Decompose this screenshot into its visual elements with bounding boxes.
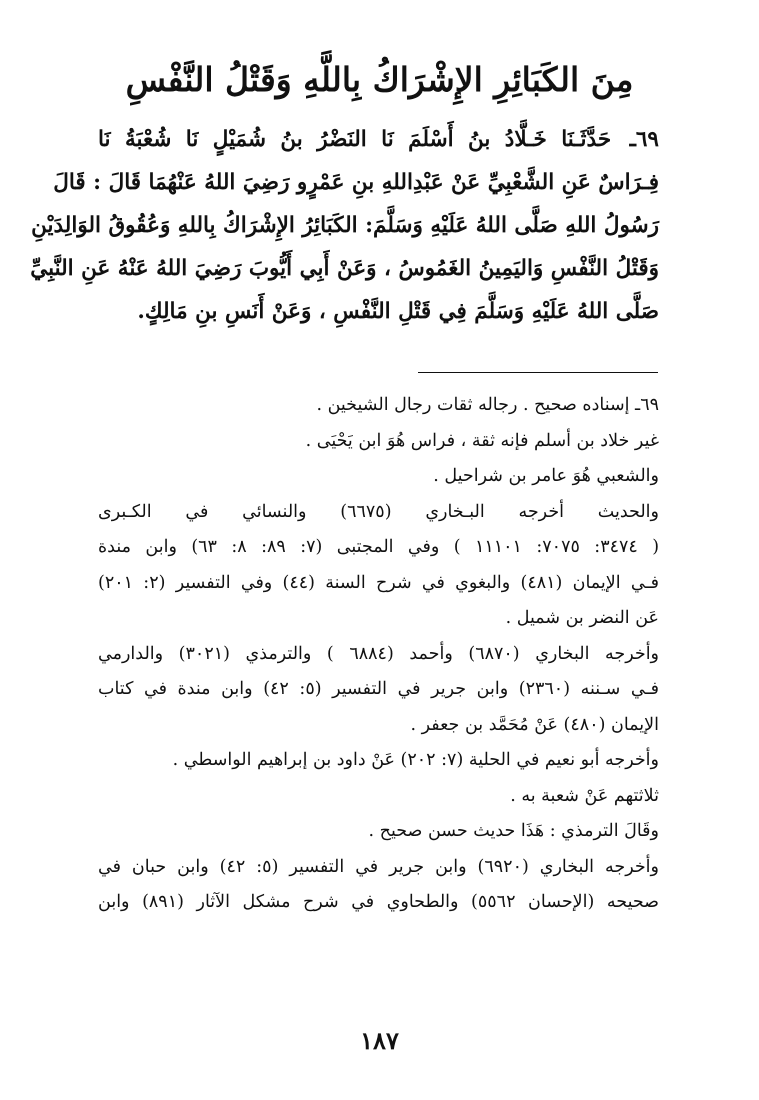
- footnote-line: فـي الإيمان (٤٨١) والبغوي في شرح السنة (٤٤) وفي التفسير (٢: ٢٠١): [98, 572, 659, 593]
- footnote-line: فـي سـننه (٢٣٦٠) وابن جرير في التفسير (٥: ٤٢) وابن مندة في كتاب: [98, 679, 659, 699]
- footnote-line: والحديث أخرجه البـخاري (٦٦٧٥) والنسائي في الكـبرى: [98, 501, 659, 522]
- footnote-line: الإيمان (٤٨٠) عَنْ مُحَمَّد بن جعفر .: [410, 714, 659, 735]
- hadith-line: صَلَّى اللهُ عَلَيْهِ وَسَلَّمَ فِي قَتْلِ النَّفْسِ ، وَعَنْ أَنَسِ بنِ مَالِكٍ.: [137, 299, 659, 324]
- hadith-text: [30, 118, 659, 333]
- footnotes: [98, 388, 659, 921]
- hadith-line-text: حَدَّثَـنَا خَـلَّادُ بنُ أَسْلَمَ نَا النَضْرُ بنُ شُمَيْلٍ نَا شُعْبَةُ نَا: [98, 127, 612, 152]
- hadith-line: رَسُولُ اللهِ صَلَّى اللهُ عَلَيْهِ وَسَلَّمَ: الكَبَائِرُ الإِشْرَاكُ بِاللهِ وَعُقُوقُ الوَالِدَيْنِ: [31, 213, 659, 238]
- page-number: ١٨٧: [360, 1026, 399, 1055]
- hadith-line: فِـرَاسٌ عَنِ الشَّعْبِيِّ عَنْ عَبْدِاللهِ بنِ عَمْرٍو رَضِيَ اللهُ عَنْهُمَا قَالَ : قَالَ: [53, 170, 659, 195]
- footnote-line: صحيحه (الإحسان ٥٥٦٢) والطحاوي في شرح مشكل الآثار (٨٩١) وابن: [98, 892, 660, 912]
- hadith-number: ٦٩ـ: [629, 127, 659, 152]
- footnote-line: ثلاثتهم عَنْ شعبة به .: [510, 785, 659, 806]
- footnote-line: ( ٣٤٧٤: ٧٠٧٥: ١١١٠١ ) وفي المجتبى (٧: ٨٩: ٨: ٦٣) وابن مندة: [98, 537, 660, 557]
- chapter-heading: مِنَ الكَبَائِرِ الإِشْرَاكُ بِاللَّهِ وَقَتْلُ النَّفْسِ: [125, 60, 634, 99]
- footnote-line: غير خلاد بن أسلم فإنه ثقة ، فراس هُوَ ابن يَحْيَى .: [305, 430, 659, 451]
- footnote-line: عَن النضر بن شميل .: [505, 608, 659, 628]
- footnote-line: وأخرجه البخاري (٦٨٧٠) وأحمد (٦٨٨٤ ) والترمذي (٣٠٢١) والدارمي: [98, 643, 660, 664]
- footnote-line: والشعبي هُوَ عامر بن شراحيل .: [433, 466, 659, 486]
- footnote-line: وأخرجه أبو نعيم في الحلية (٧: ٢٠٢) عَنْ داود بن إبراهيم الواسطي .: [172, 750, 659, 770]
- footnote-separator: [418, 372, 658, 373]
- footnote-line: وقَالَ الترمذي : هَذَا حديث حسن صحيح .: [368, 821, 659, 841]
- footnote-line: وأخرجه البخاري (٦٩٢٠) وابن جرير في التفسير (٥: ٤٢) وابن حبان في: [98, 856, 659, 877]
- hadith-line: وَقَتْلُ النَّفْسِ وَاليَمِينُ الغَمُوسُ ، وَعَنْ أَبِي أَيُّوبَ رَضِيَ اللهُ عَنْهُ عَنِ النَّبِيِّ: [30, 256, 659, 281]
- hadith-line: [98, 118, 659, 161]
- footnote-line: ٦٩ـ إسناده صحيح . رجاله ثقات رجال الشيخين .: [316, 395, 659, 415]
